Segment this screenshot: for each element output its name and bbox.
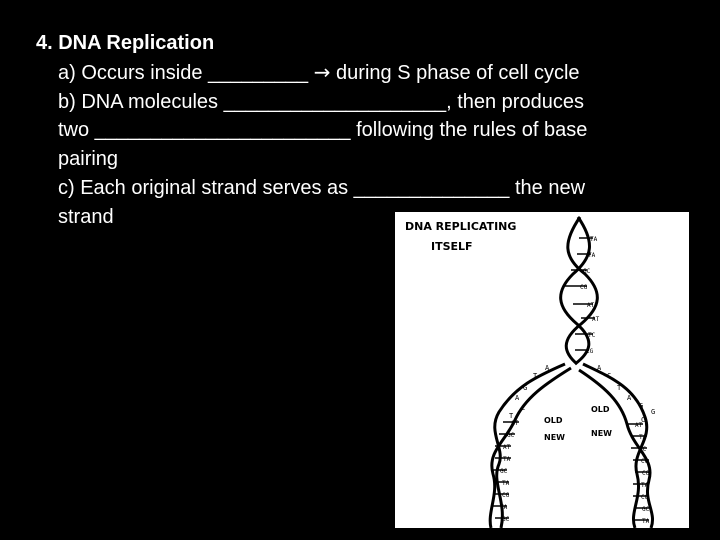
dna-helix-illustration [395, 212, 689, 528]
base-pair-label: CG [502, 492, 510, 499]
free-base-label: G [651, 408, 656, 416]
arrow-icon: → [313, 60, 331, 84]
base-pair-label: TA [500, 504, 508, 511]
base-pair-label: GC [639, 446, 647, 453]
free-base-label: A [545, 364, 550, 372]
base-pair-label: TA [590, 236, 598, 243]
right-free-bases [597, 364, 655, 424]
base-pair-label: TA [588, 252, 596, 259]
base-pair-label: AT [635, 422, 643, 429]
base-pair-label: AT [587, 302, 595, 309]
free-base-label: A [597, 364, 602, 372]
label-new-left: NEW [544, 433, 565, 442]
base-pair-label: TA [502, 480, 510, 487]
base-pair-label: GC [500, 468, 508, 475]
free-base-label: G [639, 402, 644, 410]
free-base-label: T [533, 372, 538, 380]
base-pair-label: GC [502, 516, 510, 523]
item-b-cont: two _______________________ following the rules of base [58, 119, 588, 142]
item-c: c) Each original strand serves as ______________ the new [58, 176, 586, 199]
dna-replication-figure [395, 212, 689, 528]
item-b-end: pairing [58, 148, 119, 171]
free-base-label: C [607, 372, 612, 380]
free-base-label: T [617, 384, 622, 392]
base-pair-label: CG [642, 470, 650, 477]
item-a-before: a) Occurs inside _________ [58, 62, 314, 84]
label-old-left: OLD [544, 416, 563, 425]
base-pair-label: GC [642, 506, 650, 513]
base-pair-label: TA [642, 518, 650, 525]
base-pair-label: AT [592, 316, 600, 323]
base-pair-label: CG [641, 494, 649, 501]
free-base-label: A [515, 394, 520, 402]
free-base-label: A [627, 394, 632, 402]
free-base-label: C [641, 416, 646, 424]
item-a-after: during S phase of cell cycle [330, 62, 580, 84]
free-base-label: T [509, 412, 514, 420]
slide-title: 4. DNA Replication [36, 32, 215, 54]
base-pair-label: TA [503, 456, 511, 463]
item-b: b) DNA molecules ____________________, then produces [58, 90, 584, 113]
base-pair-label: CG [580, 284, 588, 291]
base-pair-label: CG [641, 458, 649, 465]
base-pair-label: GC [507, 432, 515, 439]
base-pair-label: TA [639, 434, 647, 441]
figure-caption-line1: DNA REPLICATING [405, 220, 517, 233]
base-pair-label: GC [583, 268, 591, 275]
free-base-label: C [521, 404, 526, 412]
free-base-label: G [523, 384, 528, 392]
base-pair-label: AT [511, 420, 519, 427]
base-pair-label: AT [503, 444, 511, 451]
item-c-end: strand [58, 205, 114, 228]
base-pair-label: TC [588, 332, 596, 339]
base-pair-label: TA [641, 482, 649, 489]
base-pair-label: CG [586, 348, 594, 355]
item-a [58, 58, 708, 88]
figure-caption-line2: ITSELF [431, 240, 473, 253]
slide-body [58, 58, 708, 231]
label-new-right: NEW [591, 429, 612, 438]
label-old-right: OLD [591, 405, 610, 414]
